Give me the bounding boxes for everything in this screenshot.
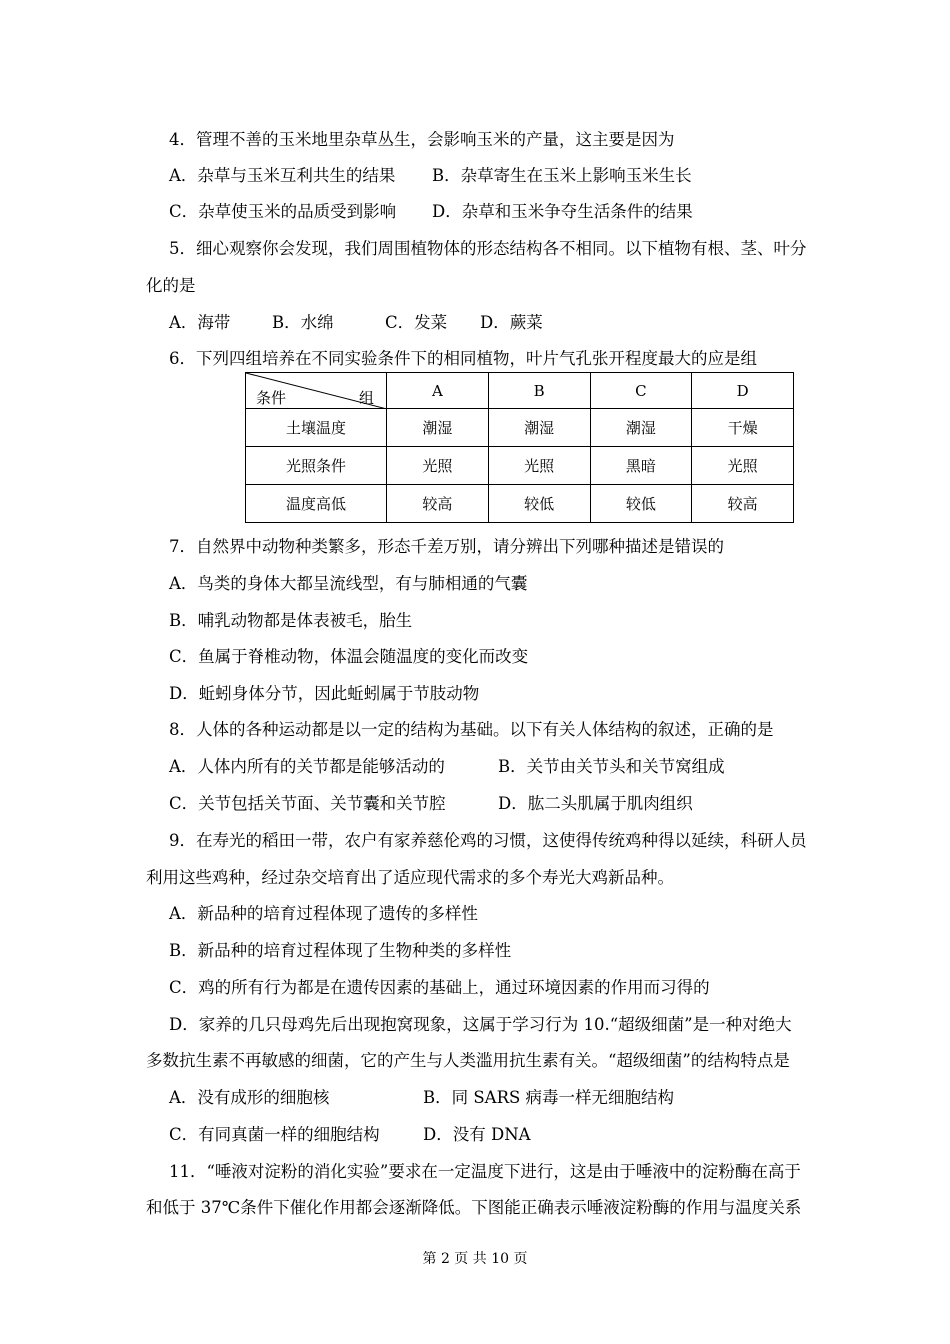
q4-option-c: C．杂草使玉米的品质受到影响 [169, 202, 397, 221]
q5-option-c: C．发菜 [385, 313, 448, 332]
q4-option-b: B．杂草寄生在玉米上影响玉米生长 [432, 166, 692, 185]
group-header-b: B [488, 373, 590, 409]
q5-stem-line2: 化的是 [146, 276, 196, 295]
q7-option-d: D．蚯蚓身体分节，因此蚯蚓属于节肢动物 [169, 684, 480, 703]
group-header-a: A [387, 373, 489, 409]
table-cell: 较高 [692, 485, 794, 523]
table-corner-cell [246, 373, 387, 409]
table-cell: 较高 [387, 485, 489, 523]
q7-option-c: C．鱼属于脊椎动物，体温会随温度的变化而改变 [169, 647, 529, 666]
q10-option-a: A．没有成形的细胞核 [169, 1088, 330, 1107]
q9-option-c: C．鸡的所有行为都是在遗传因素的基础上，通过环境因素的作用而习得的 [169, 978, 710, 997]
q9-stem-line2: 利用这些鸡种，经过杂交培育出了适应现代需求的多个寿光大鸡新品种。 [146, 868, 674, 887]
q5-stem-line1: 5．细心观察你会发现，我们周围植物体的形态结构各不相同。以下植物有根、茎、叶分 [169, 239, 807, 258]
row-label: 土壤温度 [246, 409, 387, 447]
row-label: 光照条件 [246, 447, 387, 485]
q8-option-b: B．关节由关节头和关节窝组成 [498, 757, 725, 776]
q7-stem: 7．自然界中动物种类繁多，形态千差万别，请分辨出下列哪种描述是错误的 [169, 537, 724, 556]
q7-option-a: A．鸟类的身体大都呈流线型，有与肺相通的气囊 [169, 574, 528, 593]
q11-stem-line2: 和低于 37℃条件下催化作用都会逐渐降低。下图能正确表示唾液淀粉酶的作用与温度关系 [146, 1198, 802, 1217]
table-cell: 黑暗 [590, 447, 692, 485]
q4-option-d: D．杂草和玉米争夺生活条件的结果 [432, 202, 693, 221]
q5-option-b: B．水绵 [272, 313, 334, 332]
q8-option-d: D．肱二头肌属于肌肉组织 [498, 794, 693, 813]
q7-option-b: B．哺乳动物都是体表被毛，胎生 [169, 611, 413, 630]
q9-stem-line1: 9．在寿光的稻田一带，农户有家养慈伦鸡的习惯，这使得传统鸡种得以延续，科研人员 [169, 831, 807, 850]
group-header-c: C [590, 373, 692, 409]
table-row [246, 447, 794, 485]
q10-stem: 多数抗生素不再敏感的细菌，它的产生与人类滥用抗生素有关。“超级细菌”的结构特点是 [146, 1051, 790, 1070]
q8-option-a: A．人体内所有的关节都是能够活动的 [169, 757, 445, 776]
group-header-d: D [692, 373, 794, 409]
table-cell: 较低 [590, 485, 692, 523]
q10-option-d: D．没有 DNA [423, 1125, 531, 1144]
q10-option-c: C．有同真菌一样的细胞结构 [169, 1125, 380, 1144]
table-row [246, 485, 794, 523]
table-cell: 光照 [488, 447, 590, 485]
q11-stem-line1: 11．“唾液对淀粉的消化实验”要求在一定温度下进行，这是由于唾液中的淀粉酶在高于 [169, 1162, 801, 1181]
table-row [246, 409, 794, 447]
q8-option-c: C．关节包括关节面、关节囊和关节腔 [169, 794, 446, 813]
table-cell: 光照 [692, 447, 794, 485]
q8-stem: 8．人体的各种运动都是以一定的结构为基础。以下有关人体结构的叙述，正确的是 [169, 720, 774, 739]
q6-stem: 6．下列四组培养在不同实验条件下的相同植物，叶片气孔张开程度最大的应是组 [169, 349, 757, 368]
table-cell: 较低 [488, 485, 590, 523]
q9-option-d: D．家养的几只母鸡先后出现抱窝现象，这属于学习行为 10.“超级细菌”是一种对绝大 [169, 1015, 792, 1034]
q5-option-a: A．海带 [169, 313, 231, 332]
table-cell: 潮湿 [488, 409, 590, 447]
table-cell: 潮湿 [387, 409, 489, 447]
table-cell: 干燥 [692, 409, 794, 447]
table-cell: 潮湿 [590, 409, 692, 447]
q9-option-a: A．新品种的培育过程体现了遗传的多样性 [169, 904, 478, 923]
page-footer: 第 2 页 共 10 页 [422, 1251, 528, 1267]
table-cell: 光照 [387, 447, 489, 485]
corner-label-group: 组 [358, 389, 374, 407]
q4-option-a: A．杂草与玉米互利共生的结果 [169, 166, 396, 185]
q6-conditions-table [245, 372, 794, 523]
q9-option-b: B．新品种的培育过程体现了生物种类的多样性 [169, 941, 512, 960]
q10-option-b: B．同 SARS 病毒一样无细胞结构 [423, 1088, 675, 1107]
q5-option-d: D．蕨菜 [480, 313, 543, 332]
q4-stem: 4．管理不善的玉米地里杂草丛生，会影响玉米的产量，这主要是因为 [169, 130, 675, 149]
corner-label-condition: 条件 [256, 389, 287, 407]
row-label: 温度高低 [246, 485, 387, 523]
